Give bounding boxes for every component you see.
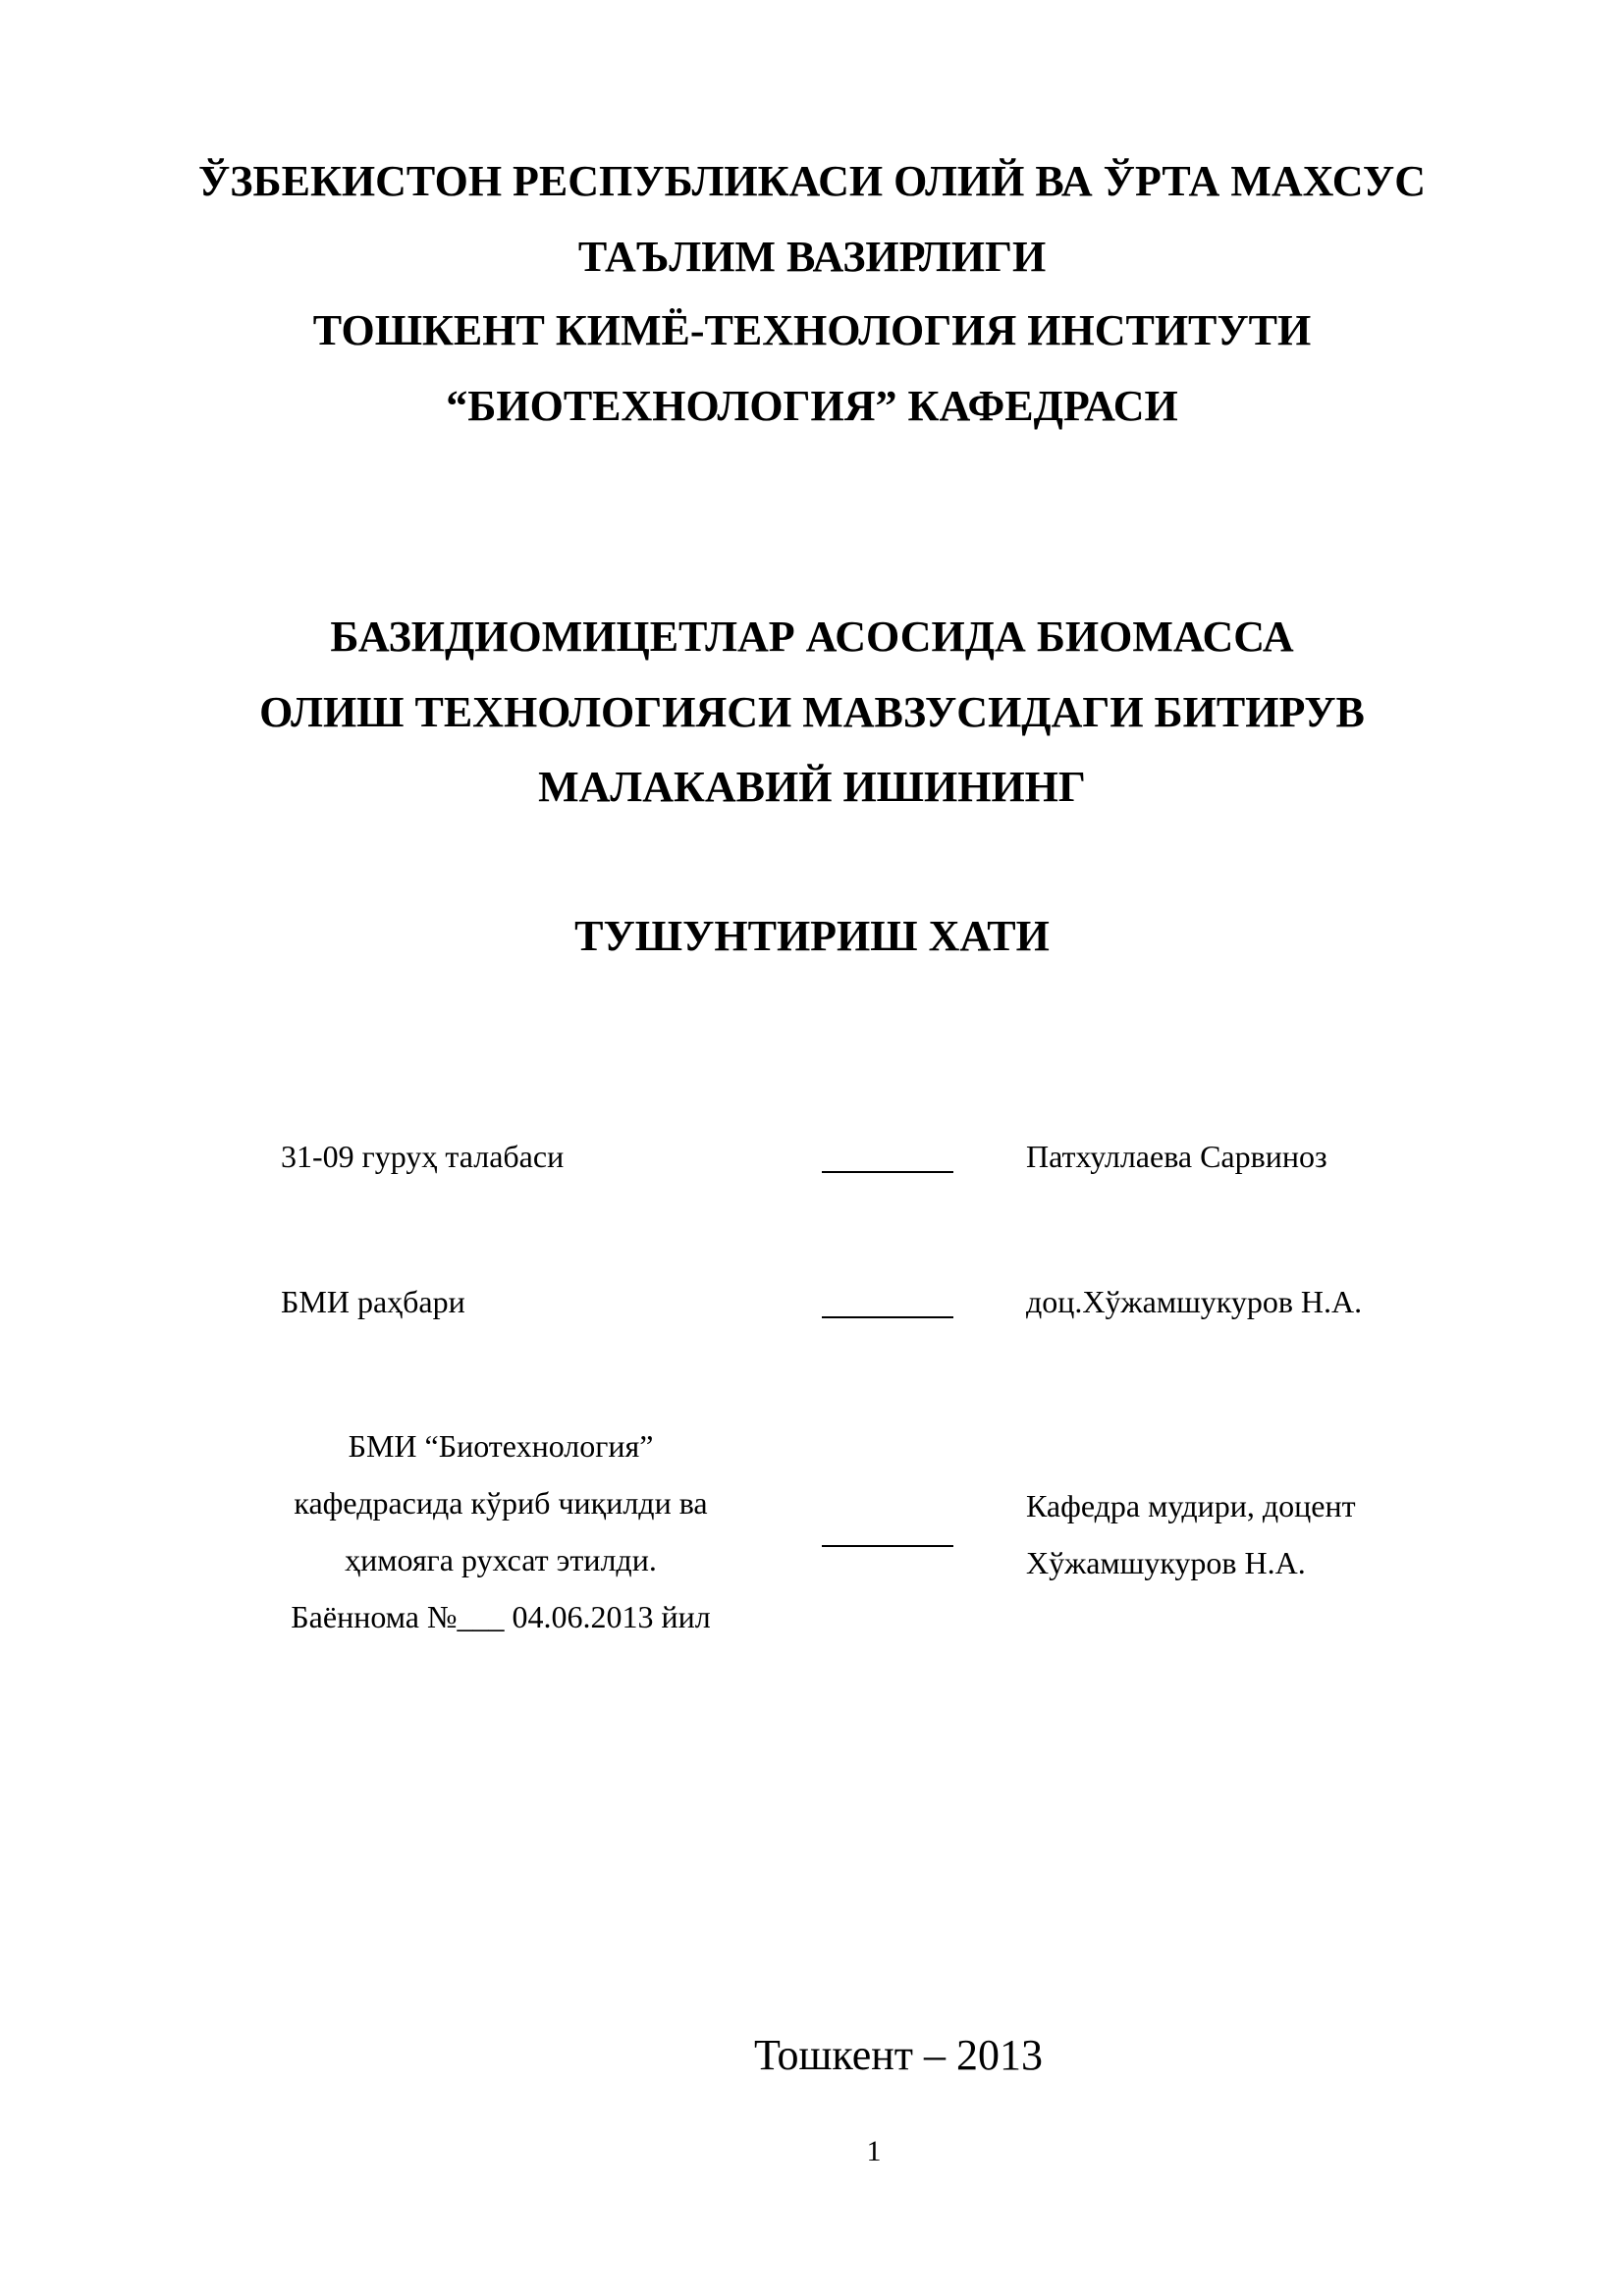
head-of-department-name: Хўжамшукуров Н.А. — [1026, 1545, 1306, 1580]
student-name: Патхуллаева Сарвиноз — [1026, 1139, 1327, 1174]
document-type-heading: ТУШУНТИРИШ ХАТИ — [574, 912, 1050, 960]
head-signature-line — [822, 1545, 953, 1547]
approval-line-3: ҳимояга рухсат этилди. — [345, 1542, 657, 1577]
supervisor-name: доц.Хўжамшукуров Н.А. — [1026, 1284, 1363, 1319]
institute-name: ТОШКЕНТ КИМЁ-ТЕХНОЛОГИЯ ИНСТИТУТИ — [312, 306, 1312, 354]
city-year: Тошкент – 2013 — [753, 2031, 1044, 2079]
department-name: “БИОТЕХНОЛОГИЯ” КАФЕДРАСИ — [446, 382, 1178, 430]
student-role-label: 31-09 гуруҳ талабаси — [281, 1139, 565, 1174]
thesis-title-line-3: МАЛАКАВИЙ ИШИНИНГ — [538, 763, 1086, 811]
ministry-line-1: ЎЗБЕКИСТОН РЕСПУБЛИКАСИ ОЛИЙ ВА ЎРТА МАХСУС — [197, 157, 1426, 205]
supervisor-signature-line — [822, 1316, 953, 1318]
thesis-title-line-1: БАЗИДИОМИЦЕТЛАР АСОСИДА БИОМАССА — [330, 613, 1294, 661]
supervisor-role-label: БМИ раҳбари — [281, 1284, 465, 1319]
approval-line-4: Баённома №___ 04.06.2013 йил — [291, 1599, 711, 1634]
approval-statement — [279, 1417, 723, 1645]
student-signature-line — [822, 1171, 953, 1173]
head-of-department-title: Кафедра мудири, доцент — [1026, 1488, 1356, 1523]
approval-line-2: кафедрасида кўриб чиқилди ва — [294, 1485, 708, 1521]
ministry-line-2: ТАЪЛИМ ВАЗИРЛИГИ — [577, 233, 1047, 281]
page-number: 1 — [866, 2135, 882, 2167]
thesis-title-line-2: ОЛИШ ТЕХНОЛОГИЯСИ МАВЗУСИДАГИ БИТИРУВ — [259, 688, 1365, 736]
approval-line-1: БМИ “Биотехнология” — [348, 1428, 654, 1464]
